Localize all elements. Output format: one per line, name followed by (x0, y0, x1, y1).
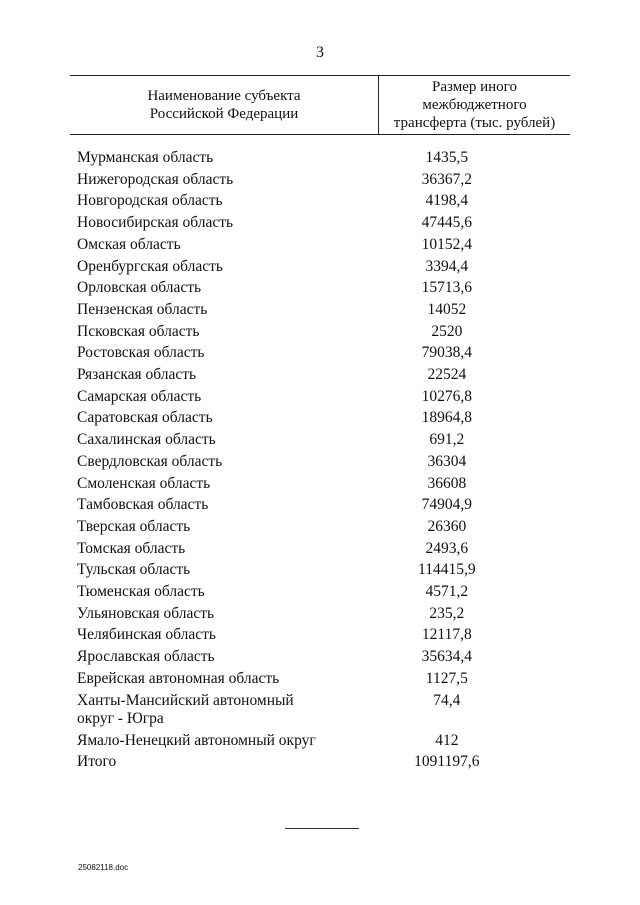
subject-name: Смоленская область (77, 474, 211, 492)
header-amount-line3: трансферта (тыс. рублей) (393, 115, 556, 131)
transfer-amount: 74,4 (433, 691, 461, 709)
header-amount-line2: межбюджетного (422, 97, 527, 113)
table-row (77, 603, 567, 625)
table-header (70, 75, 570, 135)
subject-name: Мурманская область (77, 149, 214, 166)
subject-name: Оренбургская область (77, 257, 223, 275)
subject-name: Ярославская область (77, 648, 215, 666)
transfer-amount: 3394,4 (425, 257, 469, 275)
subject-name: Сахалинская область (77, 431, 216, 449)
transfer-amount: 412 (435, 731, 459, 749)
footer-divider (285, 828, 359, 829)
table-row (77, 451, 567, 473)
header-subject-line2: Российской Федерации (149, 106, 299, 122)
transfer-amount: 691,2 (429, 431, 465, 449)
transfer-amount: 1091197,6 (414, 753, 480, 771)
subject-name: Свердловская область (77, 452, 223, 470)
subject-name: Итого (77, 753, 117, 771)
transfer-amount: 12117,8 (421, 626, 472, 644)
table-row (77, 190, 567, 212)
transfer-amount: 22524 (427, 366, 467, 384)
header-subject-column (70, 87, 378, 123)
subject-name: Рязанская область (77, 366, 197, 384)
table-row (77, 646, 567, 668)
document-filename: 25082118.doc (78, 863, 129, 872)
table-row (77, 751, 567, 773)
table-row (77, 581, 567, 603)
transfer-amount: 2520 (431, 322, 463, 340)
table-row (77, 668, 567, 690)
subject-name: Челябинская область (77, 626, 216, 644)
subject-name: Еврейская автономная область (77, 669, 280, 687)
subject-name: Новосибирская область (77, 214, 234, 232)
table-row (77, 169, 567, 191)
transfer-amount: 1127,5 (425, 669, 468, 687)
page-number: 3 (316, 44, 324, 61)
table-row (77, 516, 567, 538)
transfer-amount: 47445,6 (421, 214, 472, 232)
transfer-amount: 74904,9 (421, 496, 472, 514)
table-row (77, 559, 567, 581)
transfer-amount: 4571,2 (425, 583, 469, 601)
transfer-amount: 26360 (427, 517, 467, 535)
subject-name: Ямало-Ненецкий автономный округ (77, 731, 316, 749)
subject-name: Тюменская область (77, 583, 205, 601)
subject-name: Ханты-Мансийский автономный округ - Югра (77, 691, 294, 727)
subject-name: Самарская область (77, 387, 202, 405)
table-body (77, 147, 567, 773)
subject-name: Псковская область (77, 322, 200, 340)
table-row (77, 147, 567, 169)
transfer-amount: 235,2 (429, 604, 465, 622)
subject-name: Саратовская область (77, 409, 213, 427)
subject-name: Пензенская область (77, 300, 208, 318)
subject-name: Ульяновская область (77, 604, 215, 622)
subject-name: Тульская область (77, 561, 191, 579)
subject-name: Томская область (77, 539, 186, 557)
transfer-amount: 4198,4 (425, 192, 469, 210)
table-row (77, 730, 567, 752)
transfer-amount: 35634,4 (421, 648, 472, 666)
transfer-amount: 79038,4 (421, 344, 472, 362)
table-row (77, 321, 567, 343)
table-row (77, 407, 567, 429)
subject-name: Ростовская область (77, 344, 205, 362)
transfer-amount: 36304 (427, 452, 467, 470)
subject-name: Тверская область (77, 517, 191, 535)
transfer-amount: 14052 (427, 300, 467, 318)
table-row (77, 494, 567, 516)
header-subject-line1: Наименование субъекта (147, 88, 301, 104)
transfer-amount: 114415,9 (418, 561, 476, 579)
table-row (77, 212, 567, 234)
table-row (77, 538, 567, 560)
table-row (77, 342, 567, 364)
table-row (77, 364, 567, 386)
subject-name: Тамбовская область (77, 496, 209, 514)
table-row (77, 473, 567, 495)
table-row (77, 299, 567, 321)
subject-name: Омская область (77, 235, 181, 253)
table-row (77, 277, 567, 299)
subject-name: Нижегородская область (77, 170, 234, 188)
table-row (77, 429, 567, 451)
transfer-amount: 10276,8 (421, 387, 472, 405)
subject-name: Орловская область (77, 279, 202, 297)
subject-name: Новгородская область (77, 192, 223, 210)
transfer-amount: 18964,8 (421, 409, 472, 427)
table-row (77, 234, 567, 256)
header-amount-line1: Размер иного (432, 79, 517, 95)
transfer-amount: 10152,4 (421, 235, 472, 253)
table-row (77, 386, 567, 408)
table-row (77, 692, 567, 728)
transfer-amount: 36608 (427, 474, 467, 492)
table-row (77, 256, 567, 278)
transfer-amount: 15713,6 (421, 279, 472, 297)
transfer-amount: 1435,5 (425, 149, 469, 166)
table-row (77, 624, 567, 646)
transfer-amount: 36367,2 (421, 170, 472, 188)
transfer-amount: 2493,6 (425, 539, 469, 557)
header-amount-column (379, 78, 570, 132)
